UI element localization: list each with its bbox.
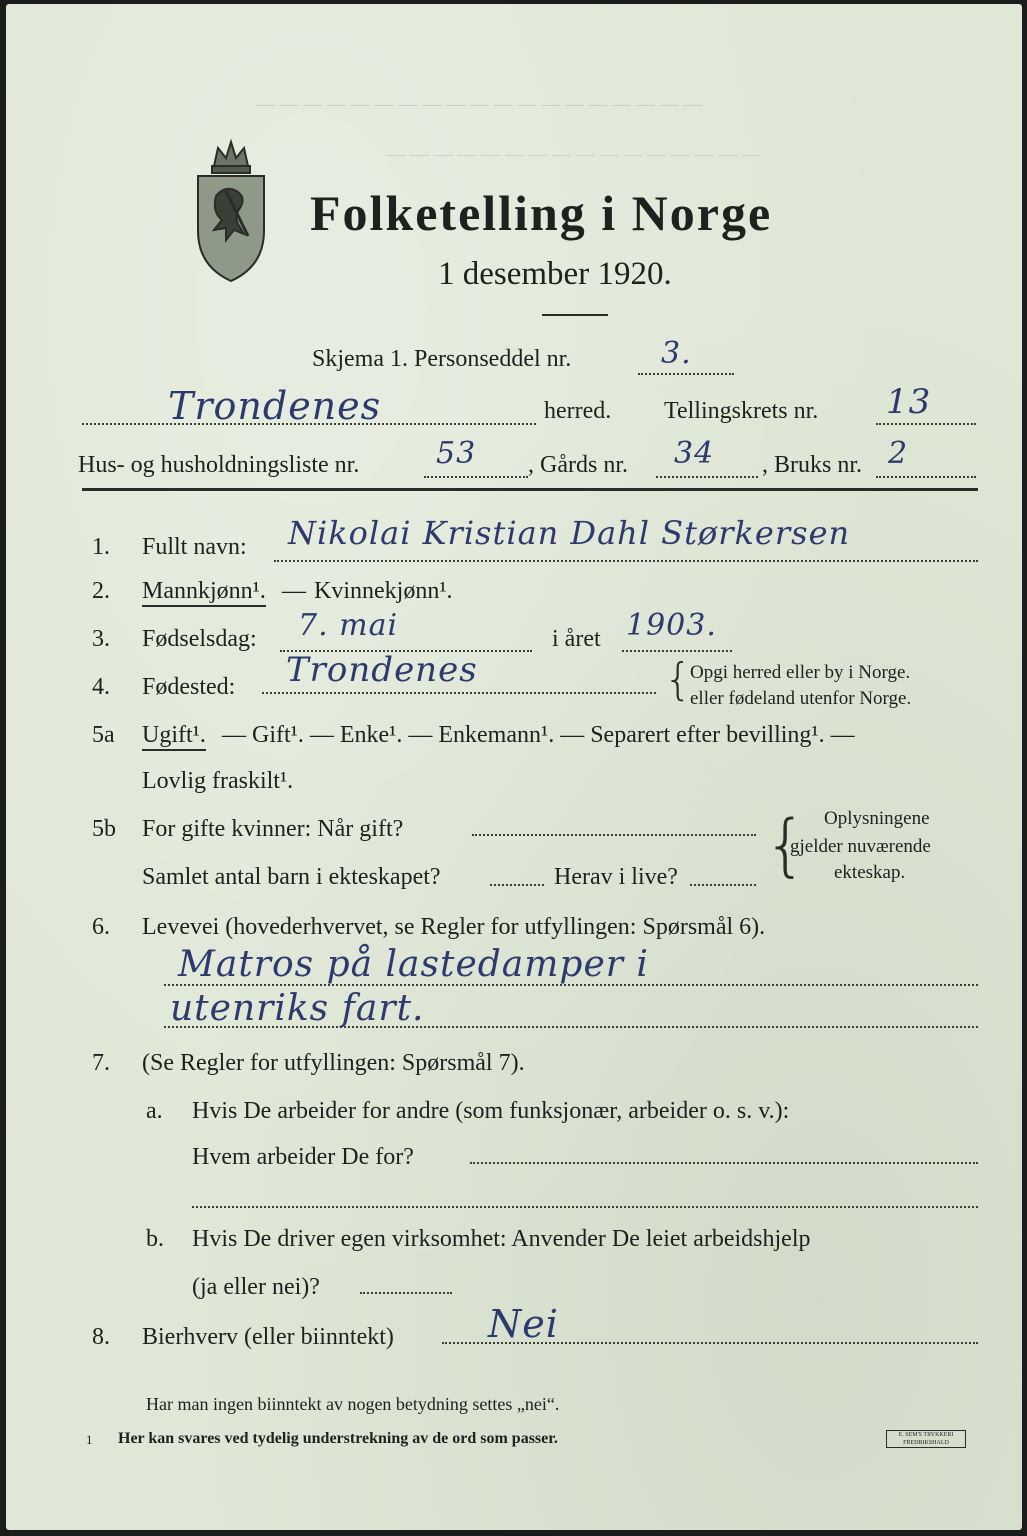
q5b-number: 5b: [92, 816, 116, 842]
occupation-value-2: utenriks fart.: [170, 988, 425, 1029]
q6-number: 6.: [92, 914, 110, 940]
q7a-number: a.: [146, 1098, 163, 1124]
q7a-text: Hvis De arbeider for andre (som funksjonær, arbeider o. s. v.):: [192, 1098, 790, 1124]
norway-coat-of-arms-icon: [186, 136, 276, 286]
bleed-through-text: — — — — — — — — — — — — — — — — — — —: [256, 94, 703, 115]
married-when-label: For gifte kvinner: Når gift?: [142, 816, 404, 842]
side-income-note: Har man ingen biinntekt av nogen betydning settes „nei“.: [146, 1394, 560, 1414]
hired-help-line: [360, 1292, 452, 1294]
brace-mark: {: [764, 806, 808, 885]
married-when-line: [472, 834, 756, 836]
herred-line: [82, 423, 536, 425]
herred-value: Trondenes: [168, 384, 382, 428]
q1-line: [274, 560, 978, 562]
personseddel-value: 3.: [661, 336, 692, 371]
birthplace-note-1: Opgi herred eller by i Norge.: [690, 662, 911, 683]
census-date: 1 desember 1920.: [438, 256, 672, 292]
q3-label: Fødselsdag:: [142, 626, 257, 652]
q4-label: Fødested:: [142, 674, 236, 700]
children-alive-line: [690, 884, 756, 886]
printer-stamp: E. SEM'S TRYKKERI FREDRIKSHALD: [886, 1430, 966, 1448]
gards-value: 34: [674, 436, 715, 471]
q7b-text: Hvis De driver egen virksomhet: Anvender De leiet arbeidshjelp: [192, 1226, 811, 1252]
birthday-value: 7. mai: [298, 608, 399, 643]
marriage-note-2: gjelder nuværende: [790, 836, 931, 857]
side-income-value: Nei: [488, 1302, 559, 1346]
personseddel-line: [638, 373, 734, 375]
q7-label: (Se Regler for utfyllingen: Spørsmål 7).: [142, 1050, 525, 1076]
q8-label: Bierhverv (eller biinntekt): [142, 1324, 394, 1350]
title-divider: [542, 314, 608, 316]
female-option: Kvinnekjønn¹.: [314, 578, 453, 604]
form-title: Folketelling i Norge: [310, 185, 773, 241]
children-alive-label: Herav i live?: [554, 864, 678, 890]
divorced-option: Lovlig fraskilt¹.: [142, 768, 294, 794]
employer-label: Hvem arbeider De for?: [192, 1144, 414, 1170]
bleed-through-text: — — — — — — — — — — — — — — — —: [386, 144, 762, 165]
census-form-sheet: [6, 4, 1022, 1530]
marriage-note-1: Oplysningene: [824, 808, 930, 829]
children-count-line: [490, 884, 544, 886]
bruks-line: [876, 476, 976, 478]
footnote-number: 1: [86, 1432, 93, 1447]
unmarried-option: Ugift¹.: [142, 722, 206, 751]
q8-number: 8.: [92, 1324, 110, 1350]
employer-line: [470, 1162, 978, 1164]
q1-label: Fullt navn:: [142, 534, 247, 560]
herred-label: herred.: [544, 398, 612, 424]
household-list-value: 53: [436, 436, 477, 471]
birthplace-line: [262, 692, 656, 694]
male-option: Mannkjønn¹.: [142, 578, 266, 607]
q3-number: 3.: [92, 626, 110, 652]
q6-label: Levevei (hovederhvervet, se Regler for utfyllingen: Spørsmål 6).: [142, 914, 766, 940]
full-name-value: Nikolai Kristian Dahl Størkersen: [288, 514, 851, 552]
footnote-text: Her kan svares ved tydelig understrekning av de ord som passer.: [118, 1430, 558, 1447]
birthplace-note-2: eller fødeland utenfor Norge.: [690, 688, 912, 709]
gards-line: [656, 476, 758, 478]
employer-line-2: [192, 1206, 978, 1208]
year-line: [622, 650, 732, 652]
gards-label: , Gårds nr.: [528, 452, 628, 478]
tellingskrets-label: Tellingskrets nr.: [664, 398, 819, 424]
hired-help-label: (ja eller nei)?: [192, 1274, 320, 1300]
q2-separator: —: [282, 578, 306, 604]
household-list-label: Hus- og husholdningsliste nr.: [78, 452, 360, 478]
year-label: i året: [552, 626, 601, 652]
header-divider: [82, 488, 978, 491]
q4-number: 4.: [92, 674, 110, 700]
children-count-label: Samlet antal barn i ekteskapet?: [142, 864, 441, 890]
q5a-number: 5a: [92, 722, 115, 748]
bruks-value: 2: [888, 436, 909, 471]
marriage-note-3: ekteskap.: [834, 862, 906, 883]
birthplace-value: Trondenes: [286, 650, 478, 690]
tellingskrets-value: 13: [886, 382, 932, 422]
bruks-label: , Bruks nr.: [762, 452, 863, 478]
brace-mark: {: [664, 654, 692, 705]
occupation-value-1: Matros på lastedamper i: [178, 944, 649, 985]
q1-number: 1.: [92, 534, 110, 560]
q7b-number: b.: [146, 1226, 164, 1252]
q7-number: 7.: [92, 1050, 110, 1076]
birth-year-value: 1903.: [626, 608, 717, 643]
q2-number: 2.: [92, 578, 110, 604]
tellingskrets-line: [876, 423, 976, 425]
marital-options: — Gift¹. — Enke¹. — Enkemann¹. — Separert efter bevilling¹. —: [222, 722, 855, 748]
schema-label: Skjema 1. Personseddel nr.: [312, 346, 572, 372]
household-list-line: [424, 476, 528, 478]
